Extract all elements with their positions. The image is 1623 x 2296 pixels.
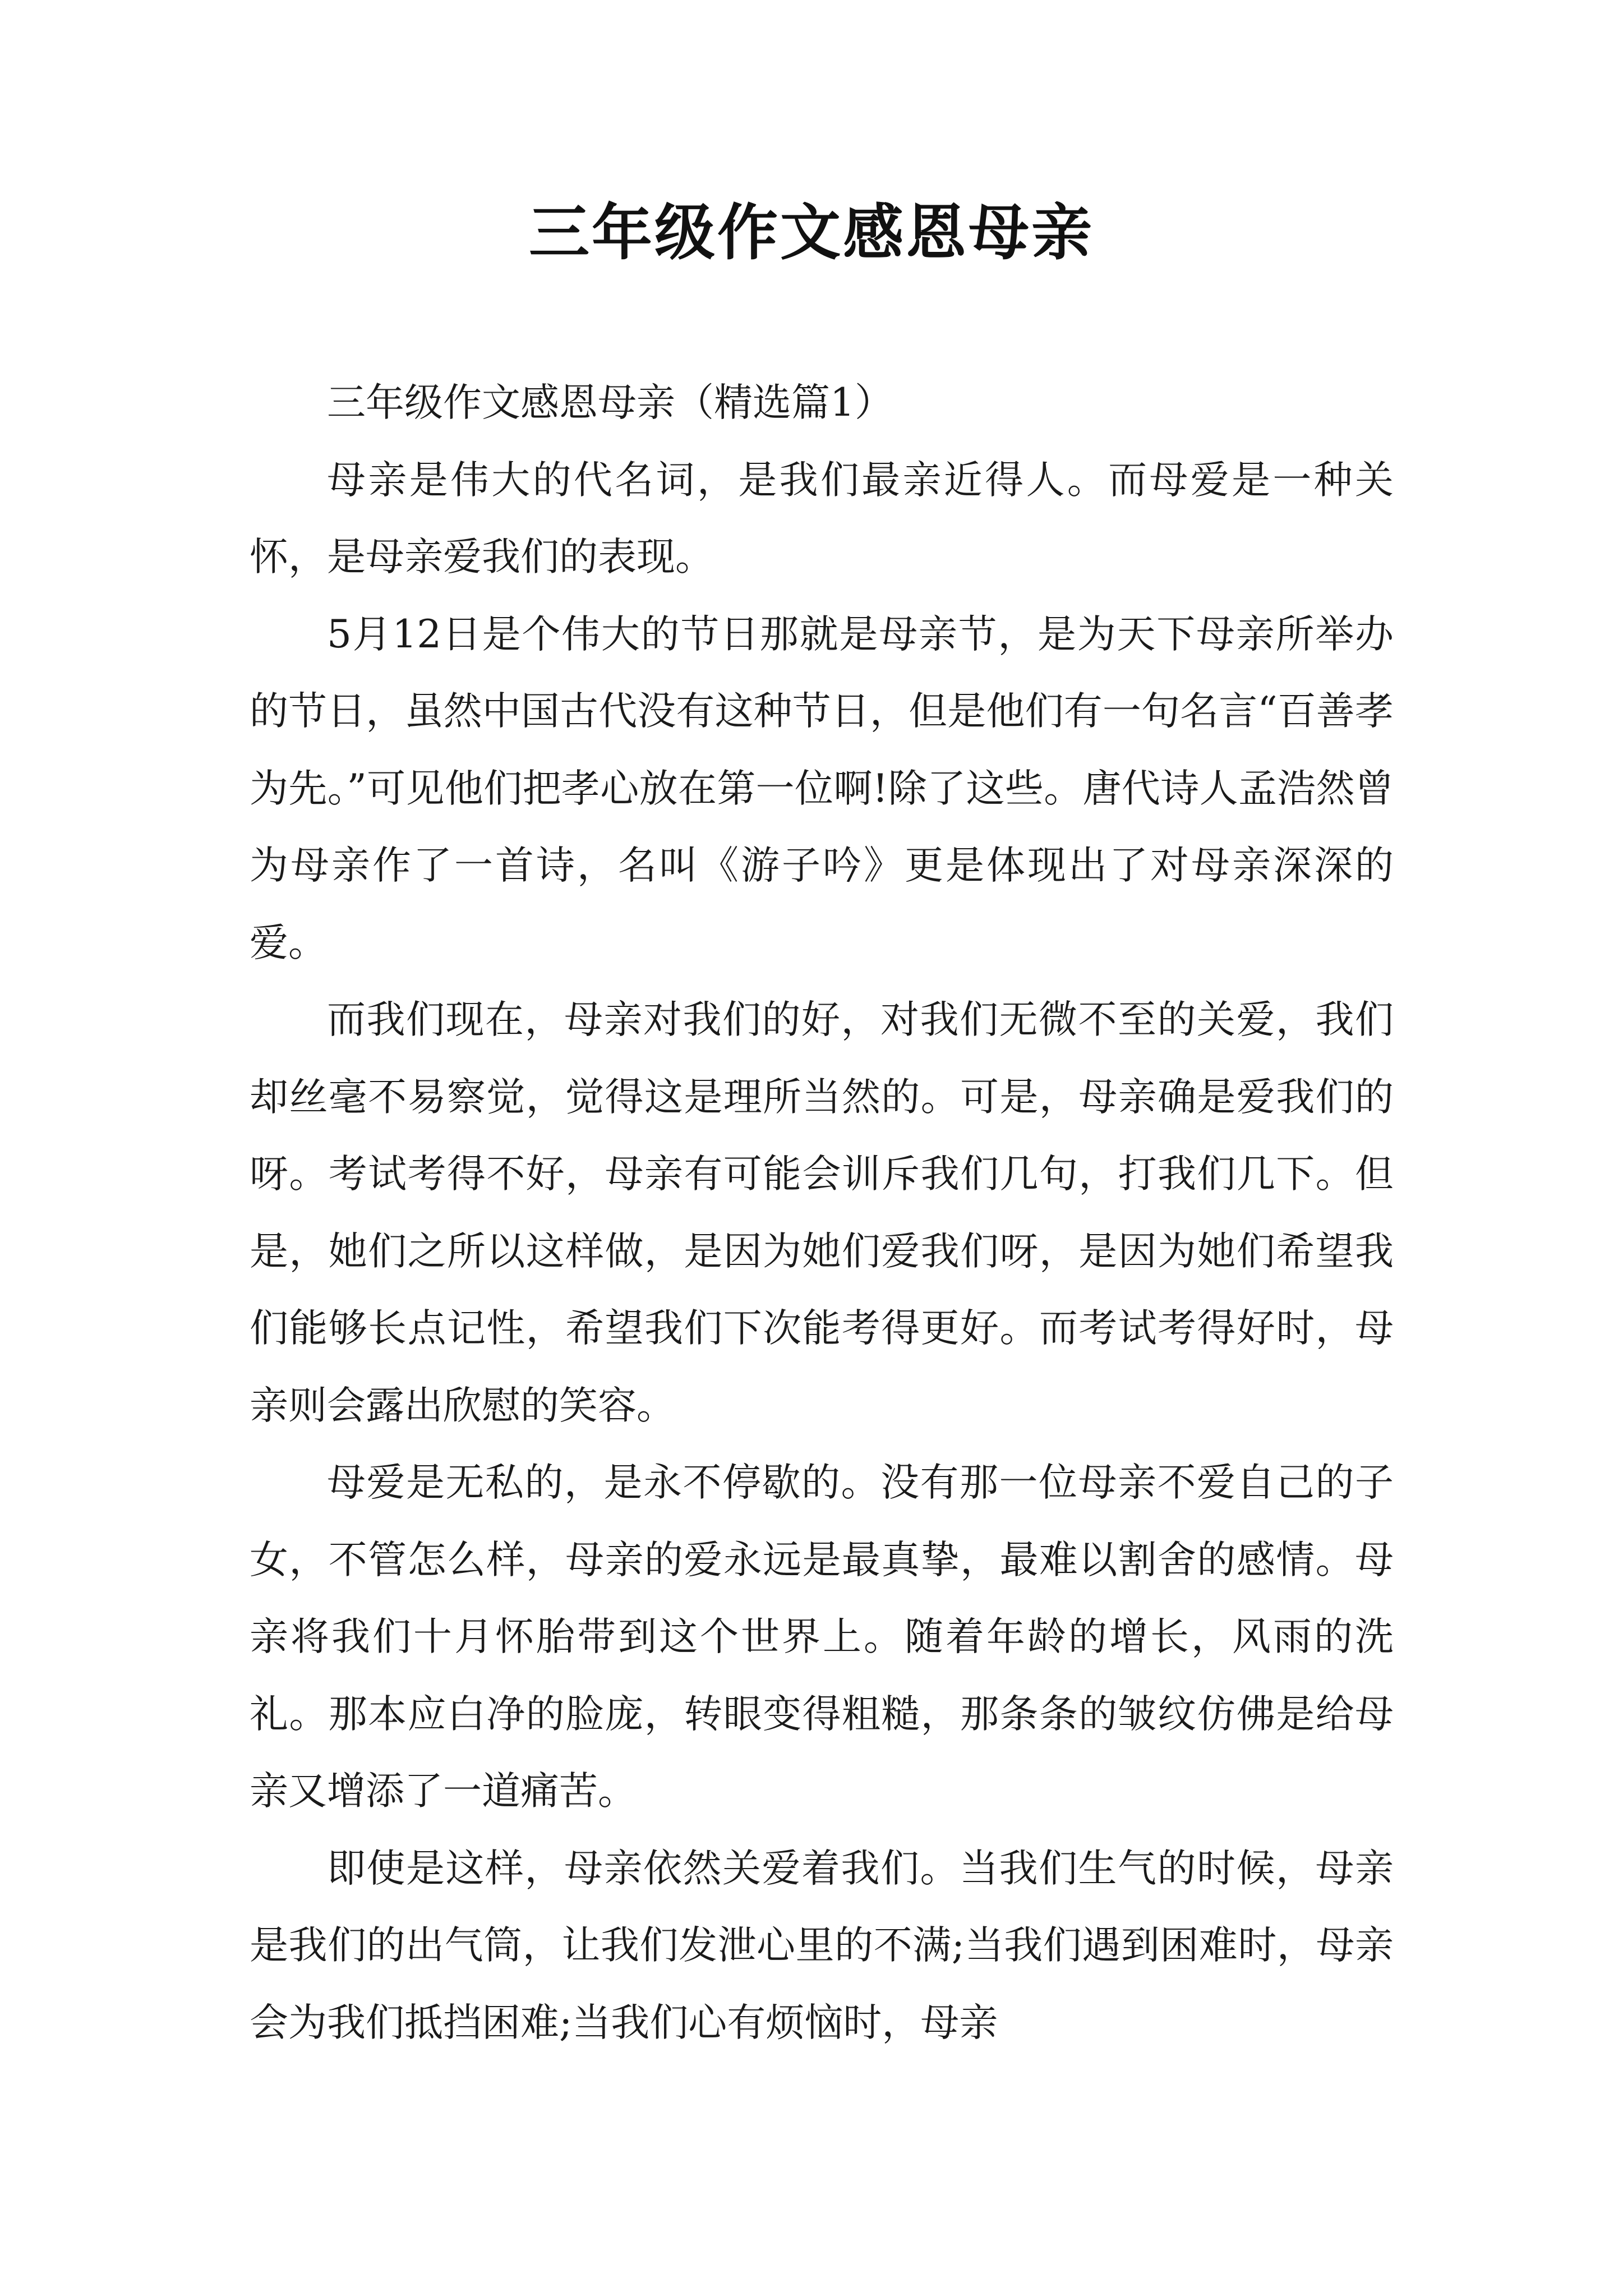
paragraph-2: 5月12日是个伟大的节日那就是母亲节，是为天下母亲所举办的节日，虽然中国古代没有这种节日，但是他们有一句名言“百善孝为先。”可见他们把孝心放在第一位啊!除了这些。唐代诗人孟浩然曾为母亲作了一首诗，名叫《游子吟》更是体现出了对母亲深深的爱。 [250, 611, 1394, 965]
paragraph-5: 即使是这样，母亲依然关爱着我们。当我们生气的时候，母亲是我们的出气筒，让我们发泄心里的不满;当我们遇到困难时，母亲会为我们抵挡困难;当我们心有烦恼时，母亲 [250, 1846, 1394, 2045]
paragraph-4: 母爱是无私的，是永不停歇的。没有那一位母亲不爱自己的子女，不管怎么样，母亲的爱永远是最真挚，最难以割舍的感情。母亲将我们十月怀胎带到这个世界上。随着年龄的增长，风雨的洗礼。那本应白净的脸庞，转眼变得粗糙，那条条的皱纹仿佛是给母亲又增添了一道痛苦。 [250, 1460, 1394, 1814]
paragraph-1: 母亲是伟大的代名词，是我们最亲近得人。而母爱是一种关怀，是母亲爱我们的表现。 [250, 457, 1394, 579]
document-body [250, 365, 1394, 2062]
paragraph-3: 而我们现在，母亲对我们的好，对我们无微不至的关爱，我们却丝毫不易察觉，觉得这是理所当然的。可是，母亲确是爱我们的呀。考试考得不好，母亲有可能会训斥我们几句，打我们几下。但是，她们之所以这样做，是因为她们爱我们呀，是因为她们希望我们能够长点记性，希望我们下次能考得更好。而考试考得好时，母亲则会露出欣慰的笑容。 [250, 997, 1394, 1428]
section-heading: 三年级作文感恩母亲（精选篇1） [327, 380, 893, 425]
document-title: 三年级作文感恩母亲 [528, 197, 1094, 268]
